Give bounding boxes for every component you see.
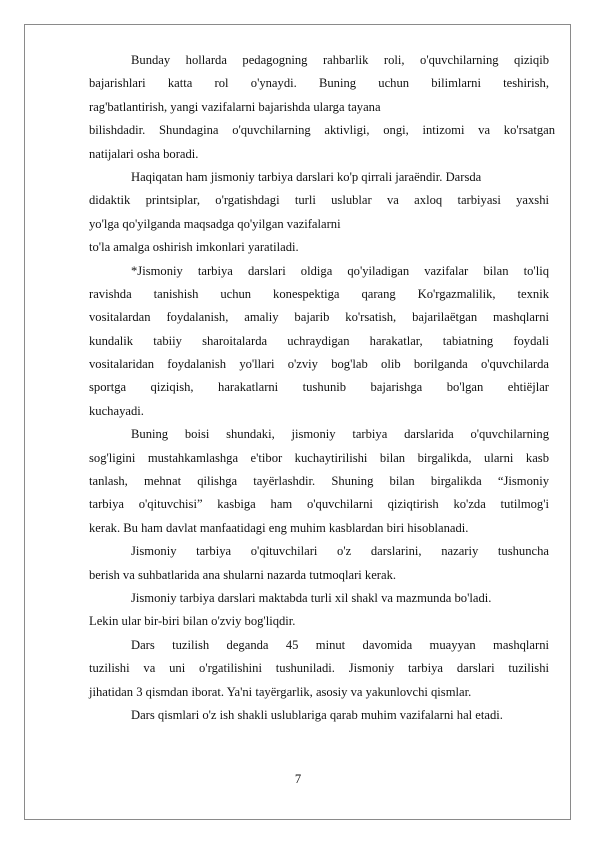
text-line: tanlash, mehnat qilishga tayёrlashdir. Shuning bilan birgalikda “Jismoniy bbox=[89, 474, 549, 489]
text-line: rag'batlantirish, yangi vazifalarni bajarishda ularga tayana bbox=[89, 99, 381, 114]
text-line: Dars qismlari o'z ish shakli uslublariga qarab muhim vazifalarni hal etadi. bbox=[131, 707, 503, 722]
document-body bbox=[89, 49, 555, 727]
text-line: Bunday hollarda pedagogning rahbarlik roli, o'quvchilarning qiziqib bbox=[131, 53, 549, 67]
text-line: yo'lga qo'yilganda maqsadga qo'yilgan vazifalarni bbox=[89, 216, 341, 231]
text-line: kerak. Bu ham davlat manfaatidagi eng muhim kasblardan biri hisoblanadi. bbox=[89, 520, 469, 535]
text-line: kuchayadi. bbox=[89, 403, 144, 418]
text-line: Haqiqatan ham jismoniy tarbiya darslari ko'p qirrali jaraёndir. Darsda bbox=[131, 169, 482, 184]
text-line: jihatidan 3 qismdan iborat. Ya'ni tayёrgarlik, asosiy va yakunlovchi qismlar. bbox=[89, 684, 472, 699]
text-line: tarbiya o'qituvchisi” kasbiga ham o'quvchilarni qiziqtirish ko'zda tutilmog'i bbox=[89, 497, 549, 512]
text-line: to'la amalga oshirish imkonlari yaratiladi. bbox=[89, 240, 299, 255]
text-line: vositalardan foydalanish, amaliy bajarib ko'rsatish, bajarilaёtgan mashqlarni bbox=[89, 310, 549, 325]
text-line: sportga qiziqish, harakatlarni tushunib bajarishga bo'lgan ehtiёjlar bbox=[89, 380, 549, 395]
text-line: Lekin ular bir-biri bilan o'zviy bog'liqdir. bbox=[89, 614, 296, 629]
text-line: didaktik printsiplar, o'rgatishdagi turli uslublar va axloq tarbiyasi yaxshi bbox=[89, 193, 549, 208]
text-line: tuzilishi va uni o'rgatilishini tushuniladi. Jismoniy tarbiya darslari tuzilishi bbox=[89, 661, 549, 676]
text-line: vositalaridan foydalanish yo'llari o'zviy bog'lab olib borilganda o'quvchilarda bbox=[89, 357, 549, 372]
text-line: Buning boisi shundaki, jismoniy tarbiya darslarida o'quvchilarning bbox=[131, 427, 549, 442]
text-line: Dars tuzilish deganda 45 minut davomida muayyan mashqlarni bbox=[131, 637, 549, 652]
text-line: bajarishlari katta rol o'ynaydi. Buning uchun bilimlarni teshirish, bbox=[89, 76, 549, 91]
text-line: berish va suhbatlarida ana shularni nazarda tutmoqlari kerak. bbox=[89, 567, 397, 582]
text-line: Jismoniy tarbiya darslari maktabda turli xil shakl va mazmunda bo'ladi. bbox=[131, 590, 492, 605]
text-line: kundalik tabiiy sharoitalarda uchraydigan harakatlar, tabiatning foydali bbox=[89, 333, 549, 348]
text-line: ravishda tanishish uchun konespektiga qarang Ko'rgazmalilik, texnik bbox=[89, 286, 549, 301]
text-line: Jismoniy tarbiya o'qituvchilari o'z darslarini, nazariy tushuncha bbox=[131, 544, 549, 559]
text-line: *Jismoniy tarbiya darslari oldiga qo'yiladigan vazifalar bilan to'liq bbox=[131, 263, 549, 278]
text-line: sog'ligini mustahkamlashga e'tibor kuchaytirilishi bilan birgalikda, ularni kasb bbox=[89, 450, 549, 465]
text-line: bilishdadir. Shundagina o'quvchilarning aktivligi, ongi, intizomi va ko'rsatgan bbox=[89, 123, 555, 138]
text-line: natijalari osha boradi. bbox=[89, 146, 199, 161]
page-number: 7 bbox=[294, 772, 302, 786]
